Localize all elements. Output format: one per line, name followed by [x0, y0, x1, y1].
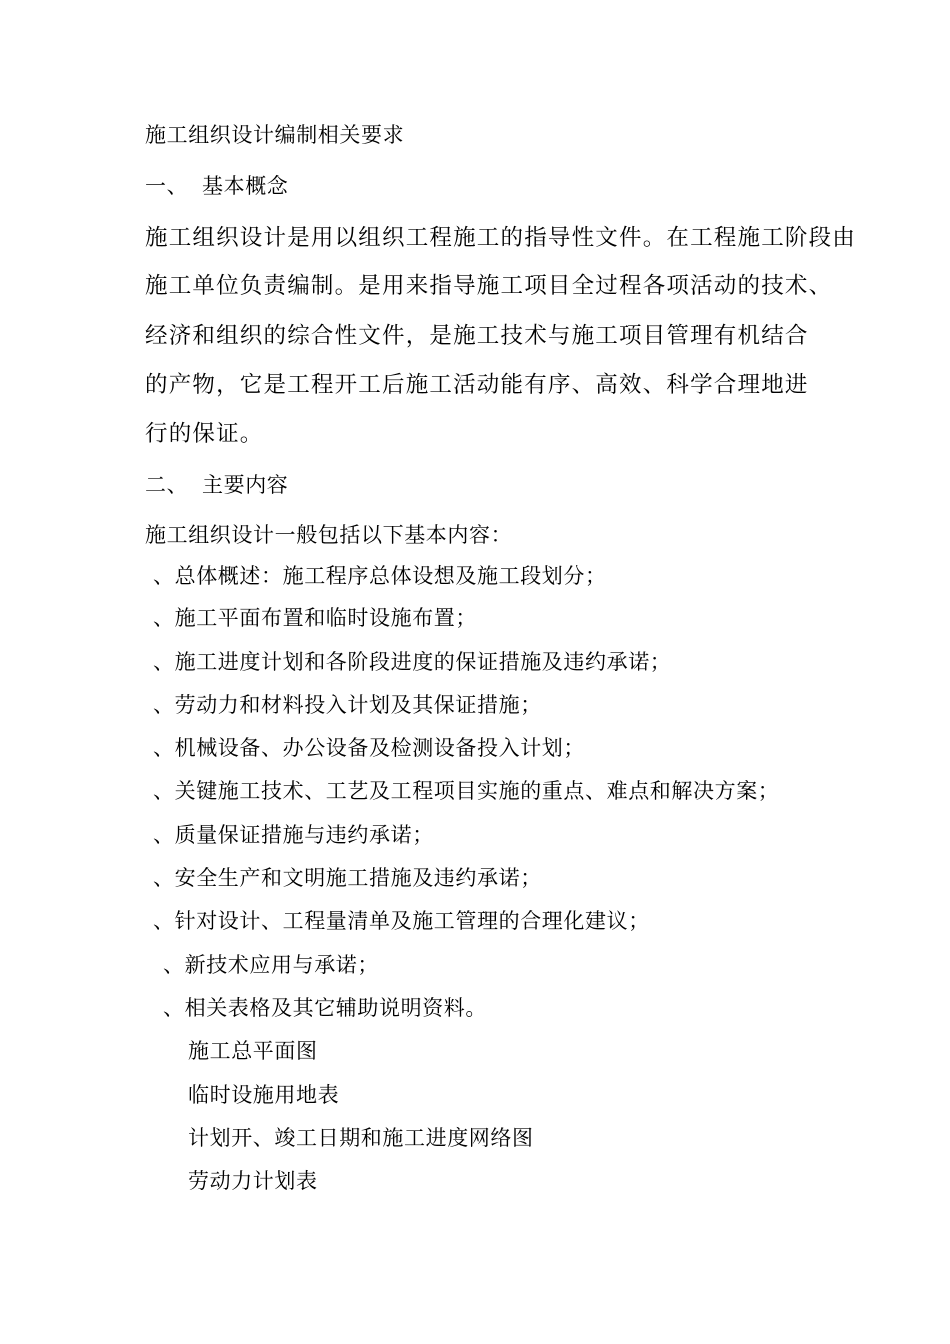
list-item: 、机械设备、办公设备及检测设备投入计划； [153, 736, 585, 760]
paragraph-line: 施工组织设计是用以组织工程施工的指导性文件。在工程施工阶段由 [145, 225, 857, 251]
section-heading-2 [145, 472, 288, 498]
list-item: 、总体概述：施工程序总体设想及施工段划分； [153, 564, 607, 588]
sub-list-item: 劳动力计划表 [188, 1169, 318, 1193]
list-item: 、关键施工技术、工艺及工程项目实施的重点、难点和解决方案； [153, 779, 780, 803]
list-item: 、安全生产和文明施工措施及违约承诺； [153, 866, 542, 890]
section-title: 主要内容 [202, 473, 289, 497]
list-item: 、施工平面布置和临时设施布置； [153, 606, 477, 630]
paragraph-line: 施工单位负责编制。是用来指导施工项目全过程各项活动的技术、 [145, 273, 833, 299]
paragraph-line: 经济和组织的综合性文件，是施工技术与施工项目管理有机结合 [145, 323, 809, 349]
sub-list-item: 临时设施用地表 [188, 1083, 340, 1107]
list-item: 、施工进度计划和各阶段进度的保证措施及违约承诺； [153, 650, 672, 674]
list-item: 、质量保证措施与违约承诺； [153, 823, 434, 847]
section-intro: 施工组织设计一般包括以下基本内容： [145, 523, 513, 547]
paragraph-line: 行的保证。 [145, 421, 264, 447]
section-heading-1 [145, 173, 288, 199]
list-item: 、新技术应用与承诺； [163, 953, 379, 977]
list-item: 、针对设计、工程量清单及施工管理的合理化建议； [153, 909, 650, 933]
sub-list-item: 计划开、竣工日期和施工进度网络图 [188, 1126, 534, 1150]
section-number: 二、 [145, 473, 189, 497]
paragraph-line: 的产物，它是工程开工后施工活动能有序、高效、科学合理地进 [145, 372, 809, 398]
section-number: 一、 [145, 174, 189, 198]
sub-list-item: 施工总平面图 [188, 1039, 318, 1063]
document-title: 施工组织设计编制相关要求 [145, 123, 405, 147]
list-item: 、相关表格及其它辅助说明资料。 [163, 996, 487, 1020]
section-title: 基本概念 [202, 174, 289, 198]
list-item: 、劳动力和材料投入计划及其保证措施； [153, 693, 542, 717]
